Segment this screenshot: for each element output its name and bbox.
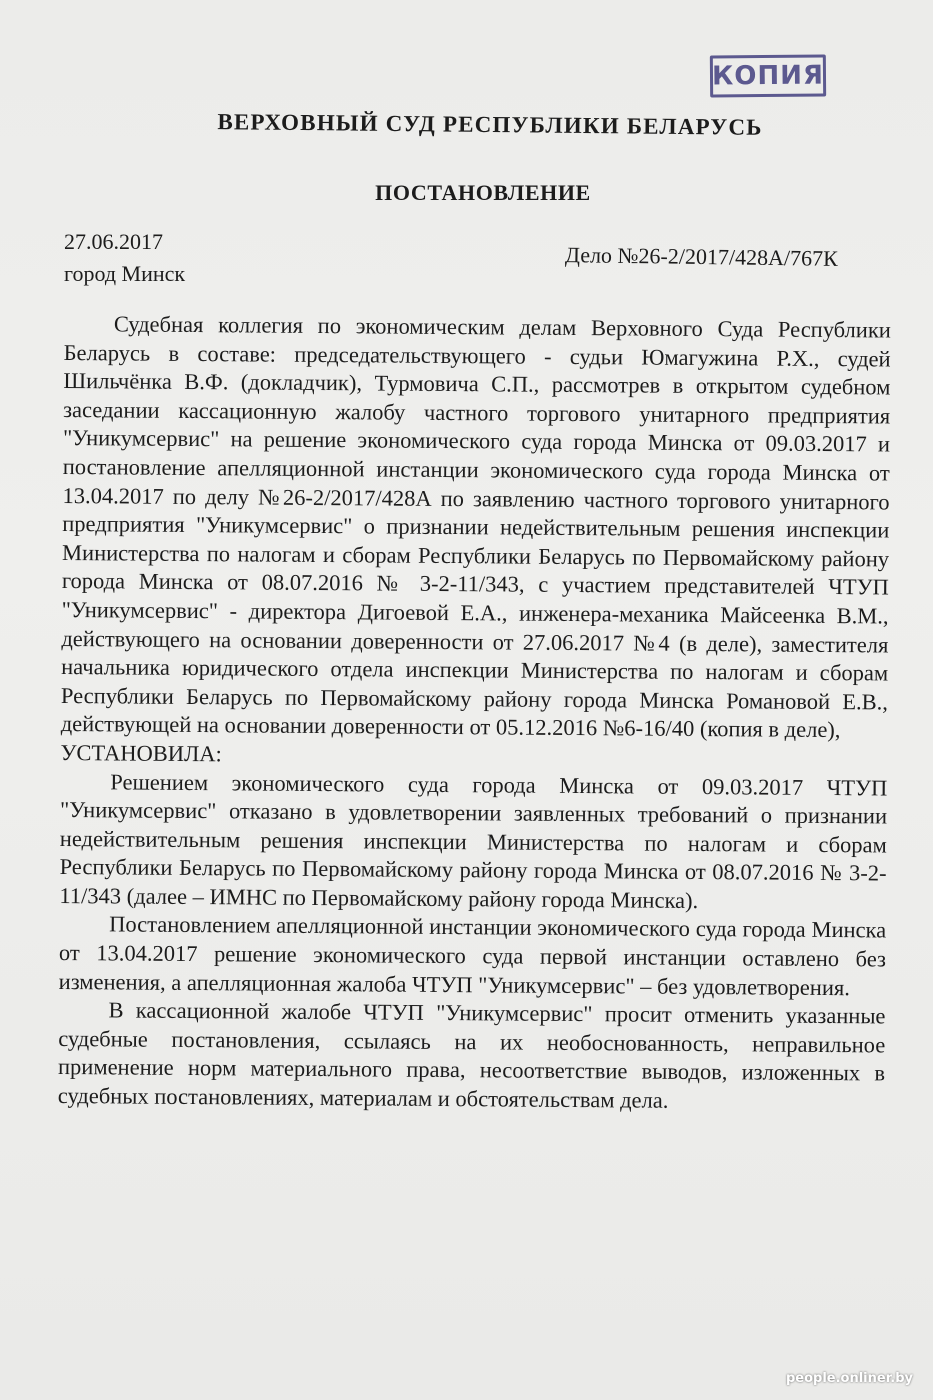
- document-body: [58, 310, 891, 1117]
- copy-stamp-text: КОПИЯ: [711, 60, 825, 92]
- site-watermark: people.onliner.by: [785, 1371, 913, 1386]
- document-type-heading: ПОСТАНОВЛЕНИЕ: [375, 180, 591, 205]
- court-name-heading: ВЕРХОВНЫЙ СУД РЕСПУБЛИКИ БЕЛАРУСЬ: [217, 109, 763, 140]
- paragraph-established: УСТАНОВИЛА:: [60, 739, 222, 767]
- paragraph-appeal-decision: Постановлением апелляционной инстанции экономического суда города Минска от 13.04.2017 решение экономического суда первой инстанции оставлено без изменения, а апелляционная жалоба ЧТУП "Уникумсервис" – без удовлетворения.: [58, 911, 887, 1000]
- case-number: Дело №26-2/2017/428А/767К: [564, 242, 838, 271]
- paragraph-cassation-complaint: В кассационной жалобе ЧТУП "Уникумсервис" просит отменить указанные судебные постановления, ссылаясь на их необоснованность, неправильное применение норм материального права, несоответствие выводов, изложенных в судебных постановлениях, материалам и обстоятельствам дела.: [57, 997, 886, 1113]
- document-date: 27.06.2017: [64, 229, 163, 254]
- copy-stamp: [710, 54, 826, 97]
- paragraph-introduction: Судебная коллегия по экономическим делам Верховного Суда Республики Беларусь в составе: председательствующего - судьи Юмагужина Р.Х., судей Шильчёнка В.Ф. (докладчик), Турмовича С.П., рассмотрев в открытом судебном заседании кассационную жалобу частного торгового унитарного предприятия "Уникумсервис" на решение экономического суда города Минска от 09.03.2017 и постановление апелляционной инстанции экономического суда города Минска от 13.04.2017 по делу №26-2/2017/428А по заявлению частного торгового унитарного предприятия "Уникумсервис" о признании недействительным решения инспекции Министерства по налогам и сборам Республики Беларусь по Первомайскому району города Минска от 08.07.2016 № 3-2-11/343, с участием представителей ЧТУП "Уникумсервис" - директора Дигоевой Е.А., инженера-механика Майсеенка В.М., действующего на основании доверенности от 27.06.2017 №4 (в деле), заместителя начальника юридического отдела инспекции Министерства по налогам и сборам Республики Беларусь по Первомайскому району города Минска Романовой Е.В., действующей на основании доверенности от 05.12.2016 №6-16/40 (копия в деле),: [60, 311, 891, 743]
- document-city: город Минск: [64, 261, 186, 286]
- paragraph-first-instance-decision: Решением экономического суда города Минска от 09.03.2017 ЧТУП "Уникумсервис" отказано в удовлетворении заявленных требований о признании недействительным решения инспекции Министерства по налогам и сборам Республики Беларусь по Первомайскому району города Минска от 08.07.2016 № 3-2-11/343 (далее – ИМНС по Первомайскому району города Минска).: [59, 768, 888, 913]
